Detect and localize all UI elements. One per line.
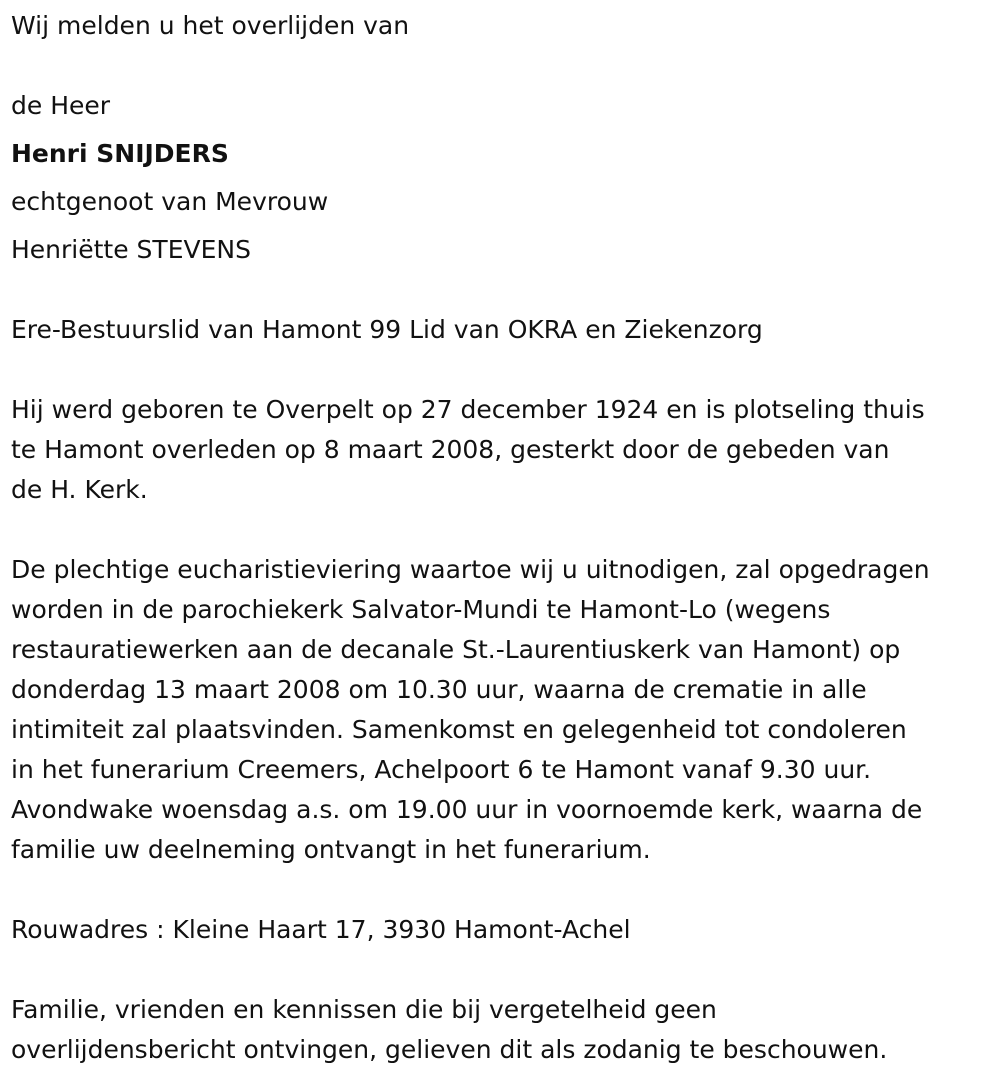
ceremony-line: familie uw deelneming ontvangt in het funerarium. (11, 835, 651, 864)
ceremony-line: worden in de parochiekerk Salvator-Mundi te Hamont-Lo (wegens (11, 595, 831, 624)
affiliation-text: Ere-Bestuurslid van Hamont 99 Lid van OKRA en Ziekenzorg (11, 315, 763, 344)
ceremony-line: De plechtige eucharistieviering waartoe wij u uitnodigen, zal opgedragen (11, 555, 930, 584)
closing-line: Familie, vrienden en kennissen die bij vergetelheid geen (11, 995, 717, 1024)
ceremony-line: in het funerarium Creemers, Achelpoort 6 te Hamont vanaf 9.30 uur. (11, 755, 872, 784)
birth-death-line: de H. Kerk. (11, 475, 148, 504)
ceremony-line: intimiteit zal plaatsvinden. Samenkomst en gelegenheid tot condoleren (11, 715, 907, 744)
ceremony-line: donderdag 13 maart 2008 om 10.30 uur, waarna de crematie in alle (11, 675, 867, 704)
honorific: de Heer (11, 91, 111, 120)
spouse-label: echtgenoot van Mevrouw (11, 187, 329, 216)
deceased-name: Henri SNIJDERS (11, 139, 229, 168)
ceremony-line: restauratiewerken aan de decanale St.-Laurentiuskerk van Hamont) op (11, 635, 901, 664)
ceremony-line: Avondwake woensdag a.s. om 19.00 uur in voornoemde kerk, waarna de (11, 795, 923, 824)
closing-line: overlijdensbericht ontvingen, gelieven dit als zodanig te beschouwen. (11, 1035, 888, 1064)
mourning-address: Rouwadres : Kleine Haart 17, 3930 Hamont-Achel (11, 915, 631, 944)
birth-death-line: te Hamont overleden op 8 maart 2008, gesterkt door de gebeden van (11, 435, 890, 464)
birth-death-line: Hij werd geboren te Overpelt op 27 december 1924 en is plotseling thuis (11, 395, 925, 424)
intro-text: Wij melden u het overlijden van (11, 11, 410, 40)
spouse-name: Henriëtte STEVENS (11, 235, 251, 264)
